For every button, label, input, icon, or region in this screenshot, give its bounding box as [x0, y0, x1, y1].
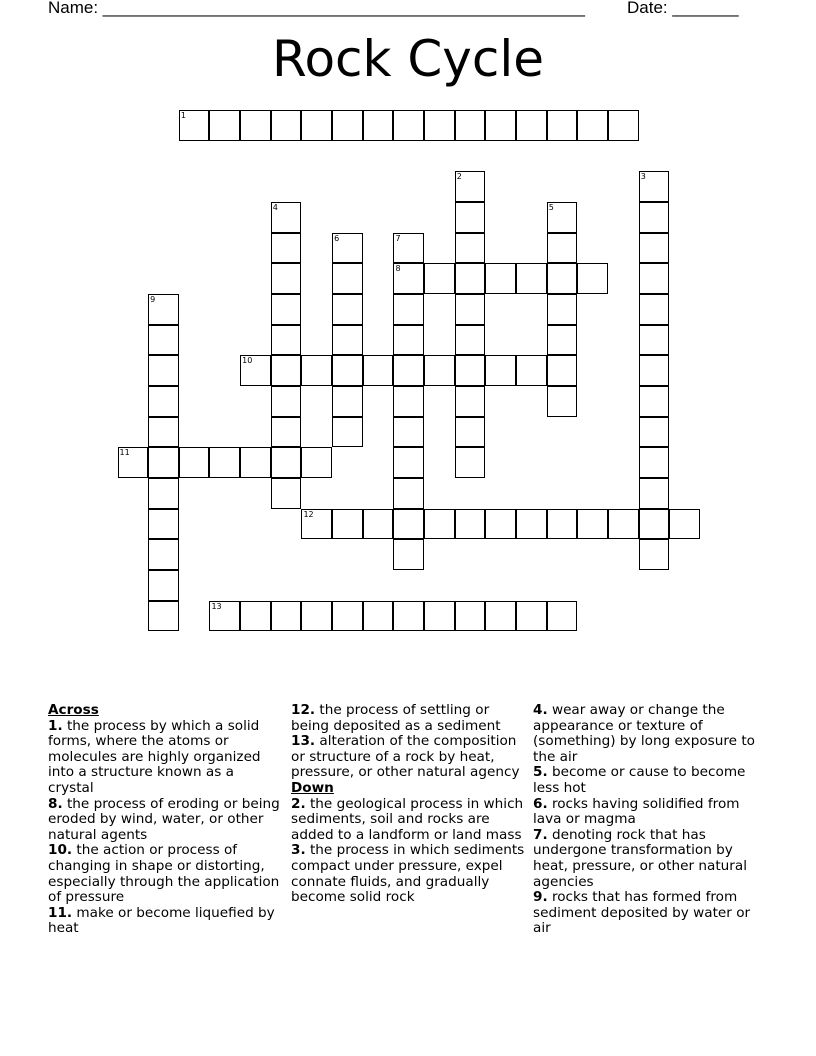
- grid-cell[interactable]: [148, 539, 179, 570]
- grid-cell[interactable]: [485, 263, 516, 294]
- clue-across-10: 10. the action or process of changing in shape or distorting, especially through the application of pressure: [48, 842, 280, 906]
- grid-cell[interactable]: [424, 509, 455, 540]
- grid-cell[interactable]: [148, 447, 179, 478]
- grid-cell[interactable]: [485, 355, 516, 386]
- grid-cell[interactable]: [332, 386, 363, 417]
- grid-cell[interactable]: [424, 263, 455, 294]
- grid-cell[interactable]: [639, 478, 670, 509]
- grid-cell[interactable]: [148, 355, 179, 386]
- grid-cell[interactable]: [577, 110, 608, 141]
- grid-cell[interactable]: [639, 539, 670, 570]
- grid-cell[interactable]: [271, 417, 302, 448]
- grid-cell[interactable]: [455, 447, 486, 478]
- grid-cell[interactable]: [301, 601, 332, 632]
- grid-cell[interactable]: [363, 509, 394, 540]
- down-heading: Down: [291, 779, 334, 796]
- grid-cell[interactable]: [332, 110, 363, 141]
- grid-cell[interactable]: [393, 355, 424, 386]
- grid-cell[interactable]: [547, 325, 578, 356]
- grid-cell[interactable]: [148, 294, 179, 325]
- grid-cell[interactable]: [271, 601, 302, 632]
- grid-cell[interactable]: [639, 355, 670, 386]
- grid-cell[interactable]: [393, 325, 424, 356]
- grid-cell[interactable]: [577, 509, 608, 540]
- clue-number: 4: [272, 202, 278, 212]
- grid-cell[interactable]: [393, 478, 424, 509]
- grid-cell[interactable]: [332, 233, 363, 264]
- grid-cell[interactable]: [148, 417, 179, 448]
- grid-cell[interactable]: [148, 570, 179, 601]
- grid-cell[interactable]: [271, 355, 302, 386]
- grid-cell[interactable]: [209, 110, 240, 141]
- grid-cell[interactable]: [332, 294, 363, 325]
- grid-cell[interactable]: [547, 601, 578, 632]
- grid-cell[interactable]: [639, 417, 670, 448]
- grid-cell[interactable]: [485, 110, 516, 141]
- grid-cell[interactable]: [516, 110, 547, 141]
- clue-down-7: 7. denoting rock that has undergone transformation by heat, pressure, or other natural agencies: [533, 826, 747, 890]
- grid-cell[interactable]: [485, 601, 516, 632]
- grid-cell[interactable]: [148, 601, 179, 632]
- grid-cell[interactable]: [393, 110, 424, 141]
- grid-cell[interactable]: [271, 110, 302, 141]
- grid-cell[interactable]: [363, 110, 394, 141]
- grid-cell[interactable]: [516, 355, 547, 386]
- grid-cell[interactable]: [577, 263, 608, 294]
- grid-cell[interactable]: [424, 601, 455, 632]
- clue-down-3: 3. the process in which sediments compact under pressure, expel connate fluids, and gradually become solid rock: [291, 842, 525, 906]
- grid-cell[interactable]: [393, 386, 424, 417]
- grid-cell[interactable]: [393, 263, 424, 294]
- grid-cell[interactable]: [148, 509, 179, 540]
- grid-cell[interactable]: [639, 447, 670, 478]
- grid-cell[interactable]: [639, 325, 670, 356]
- grid-cell[interactable]: [639, 233, 670, 264]
- clue-number: 9: [150, 294, 156, 304]
- clues-column-2: [291, 703, 526, 906]
- grid-cell[interactable]: [148, 478, 179, 509]
- grid-cell[interactable]: [118, 447, 149, 478]
- grid-cell[interactable]: [639, 171, 670, 202]
- grid-cell[interactable]: [301, 355, 332, 386]
- grid-cell[interactable]: [393, 233, 424, 264]
- grid-cell[interactable]: [424, 110, 455, 141]
- grid-cell[interactable]: [455, 110, 486, 141]
- grid-cell[interactable]: [424, 355, 455, 386]
- grid-cell[interactable]: [547, 509, 578, 540]
- grid-cell[interactable]: [485, 509, 516, 540]
- grid-cell[interactable]: [332, 263, 363, 294]
- grid-cell[interactable]: [271, 447, 302, 478]
- grid-cell[interactable]: [639, 294, 670, 325]
- grid-cell[interactable]: [639, 263, 670, 294]
- grid-cell[interactable]: [332, 509, 363, 540]
- grid-cell[interactable]: [547, 233, 578, 264]
- grid-cell[interactable]: [179, 110, 210, 141]
- grid-cell[interactable]: [271, 294, 302, 325]
- grid-cell[interactable]: [393, 509, 424, 540]
- clue-number: 10: [242, 356, 253, 366]
- grid-cell[interactable]: [639, 202, 670, 233]
- clues-column-3: [533, 703, 768, 937]
- grid-cell[interactable]: [547, 110, 578, 141]
- grid-cell[interactable]: [271, 202, 302, 233]
- grid-cell[interactable]: [547, 294, 578, 325]
- grid-cell[interactable]: [148, 386, 179, 417]
- grid-cell[interactable]: [455, 386, 486, 417]
- grid-cell[interactable]: [547, 202, 578, 233]
- clue-number: 5: [548, 202, 554, 212]
- clue-down-6: 6. rocks having solidified from lava or magma: [533, 795, 740, 828]
- grid-cell[interactable]: [363, 601, 394, 632]
- clue-number: 1: [180, 111, 186, 120]
- grid-cell[interactable]: [455, 171, 486, 202]
- name-field-label: Name: ___________________________________________________: [48, 0, 585, 17]
- grid-cell[interactable]: [393, 447, 424, 478]
- grid-cell[interactable]: [455, 233, 486, 264]
- clue-down-5: 5. become or cause to become less hot: [533, 764, 746, 796]
- grid-cell[interactable]: [301, 447, 332, 478]
- clue-number: 8: [395, 264, 401, 274]
- grid-cell[interactable]: [240, 355, 271, 386]
- grid-cell[interactable]: [547, 386, 578, 417]
- grid-cell[interactable]: [240, 447, 271, 478]
- grid-cell[interactable]: [455, 601, 486, 632]
- clue-number: 2: [456, 172, 462, 182]
- grid-cell[interactable]: [608, 110, 639, 141]
- grid-cell[interactable]: [639, 386, 670, 417]
- clue-down-9: 9. rocks that has formed from sediment deposited by water or air: [533, 889, 751, 937]
- grid-cell[interactable]: [455, 509, 486, 540]
- grid-cell[interactable]: [455, 263, 486, 294]
- grid-cell[interactable]: [271, 233, 302, 264]
- clue-number: 3: [640, 172, 646, 182]
- clue-number: 12: [303, 509, 314, 519]
- grid-cell[interactable]: [516, 601, 547, 632]
- clue-down-4: 4. wear away or change the appearance or texture of (something) by long exposure to the air: [533, 702, 755, 765]
- grid-cell[interactable]: [393, 294, 424, 325]
- clue-down-2: 2. the geological process in which sediments, soil and rocks are added to a landform or land mass: [291, 795, 524, 843]
- grid-cell[interactable]: [240, 601, 271, 632]
- clue-across-13: 13. alteration of the composition or structure of a rock by heat, pressure, or other natural agency: [291, 733, 520, 781]
- grid-cell[interactable]: [332, 417, 363, 448]
- grid-cell[interactable]: [271, 325, 302, 356]
- grid-cell[interactable]: [301, 509, 332, 540]
- clues-column-1: [48, 703, 280, 937]
- grid-cell[interactable]: [516, 509, 547, 540]
- grid-cell[interactable]: [455, 294, 486, 325]
- date-field-label: Date: _______: [627, 0, 739, 17]
- grid-cell[interactable]: [209, 601, 240, 632]
- grid-cell[interactable]: [547, 263, 578, 294]
- grid-cell[interactable]: [393, 601, 424, 632]
- grid-cell[interactable]: [455, 355, 486, 386]
- grid-cell[interactable]: [455, 202, 486, 233]
- grid-cell[interactable]: [332, 355, 363, 386]
- grid-cell[interactable]: [271, 386, 302, 417]
- grid-cell[interactable]: [271, 263, 302, 294]
- grid-cell[interactable]: [393, 417, 424, 448]
- grid-cell[interactable]: [301, 110, 332, 141]
- clue-number: 6: [334, 233, 340, 243]
- grid-cell[interactable]: [332, 601, 363, 632]
- page-title: Rock Cycle: [271, 30, 545, 88]
- grid-cell[interactable]: [209, 447, 240, 478]
- clue-across-11: 11. make or become liquefied by heat: [48, 904, 275, 937]
- clue-number: 7: [395, 233, 401, 243]
- clue-number: 13: [211, 601, 222, 611]
- grid-cell[interactable]: [240, 110, 271, 141]
- grid-cell[interactable]: [148, 325, 179, 356]
- grid-cell[interactable]: [363, 355, 394, 386]
- across-heading: Across: [48, 702, 99, 718]
- grid-cell[interactable]: [608, 509, 639, 540]
- grid-cell[interactable]: [455, 325, 486, 356]
- clue-across-12: 12. the process of settling or being deposited as a sediment: [291, 702, 501, 734]
- grid-cell[interactable]: [332, 325, 363, 356]
- grid-cell[interactable]: [547, 355, 578, 386]
- grid-cell[interactable]: [455, 417, 486, 448]
- grid-cell[interactable]: [669, 509, 700, 540]
- grid-cell[interactable]: [516, 263, 547, 294]
- grid-cell[interactable]: [179, 447, 210, 478]
- grid-cell[interactable]: [639, 509, 670, 540]
- clue-across-8: 8. the process of eroding or being eroded by wind, water, or other natural agents: [48, 795, 280, 843]
- clue-number: 11: [119, 448, 130, 458]
- grid-cell[interactable]: [271, 478, 302, 509]
- grid-cell[interactable]: [393, 539, 424, 570]
- clue-across-1: 1. the process by which a solid forms, where the atoms or molecules are highly organized into a structure known as a crystal: [48, 717, 261, 796]
